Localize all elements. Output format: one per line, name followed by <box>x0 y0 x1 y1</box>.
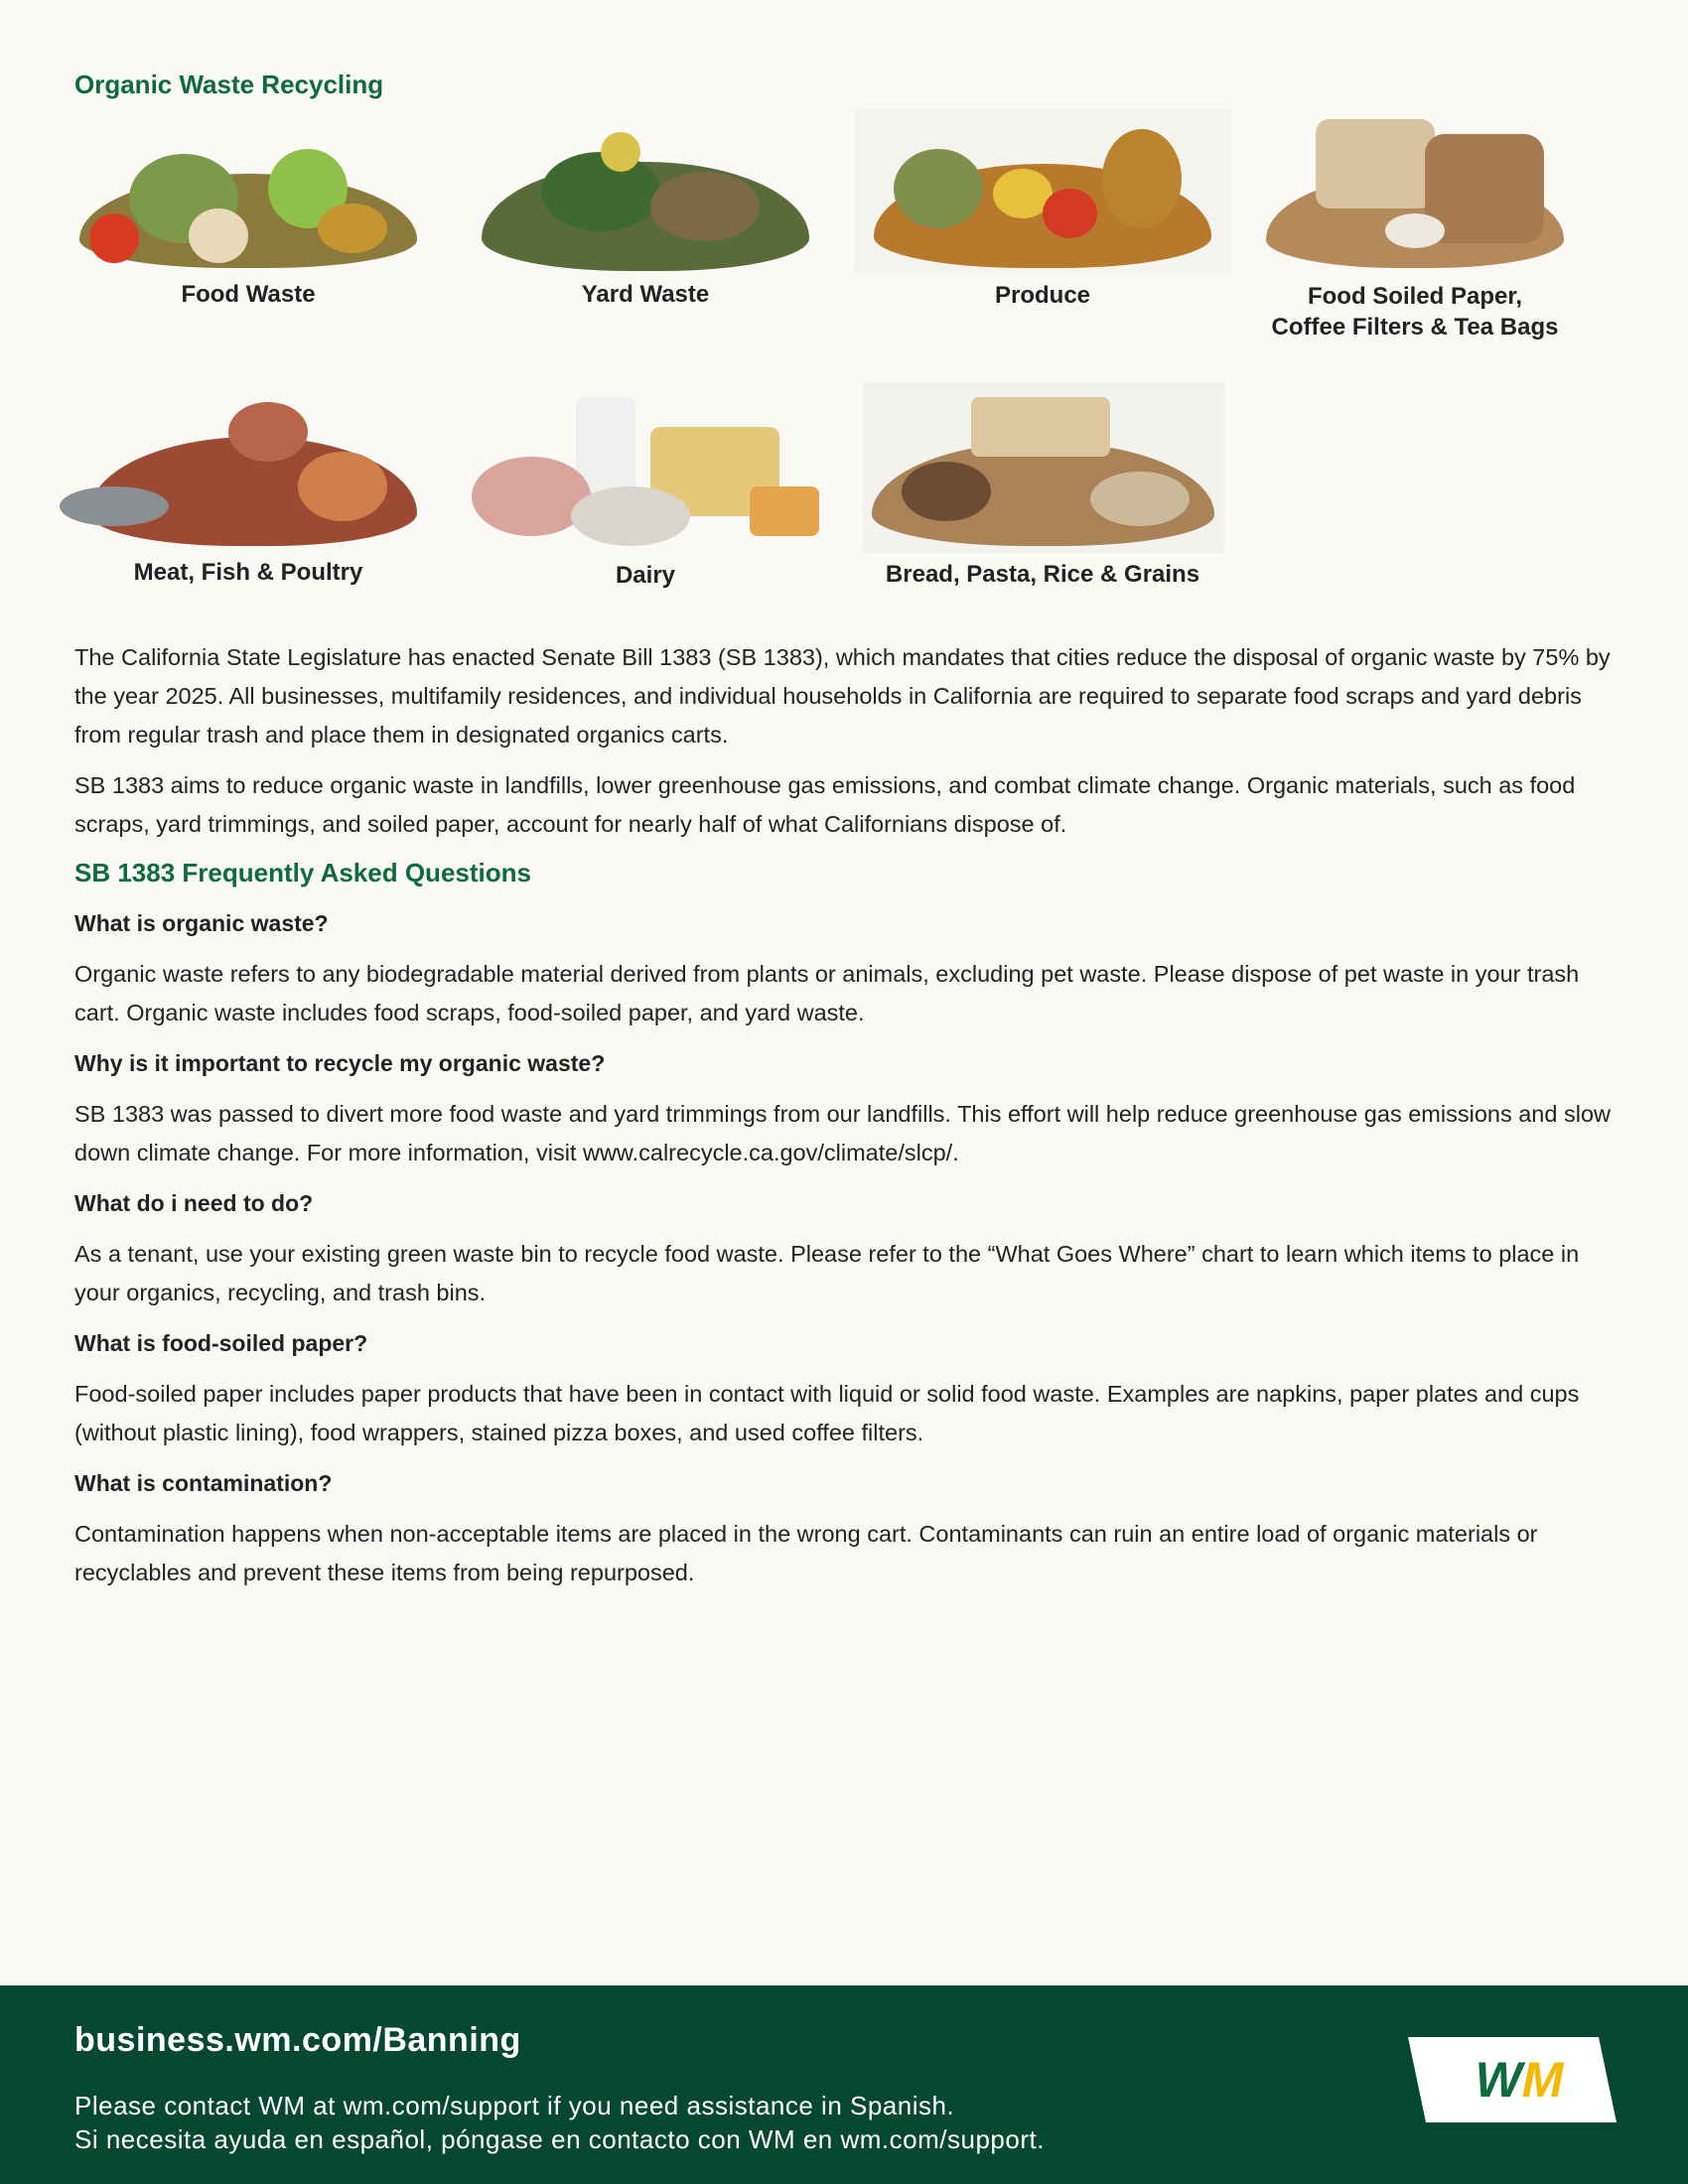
category-produce <box>854 109 1231 311</box>
footer <box>0 1985 1688 2184</box>
category-dairy <box>457 387 834 591</box>
meat-fish-poultry-label: Meat, Fish & Poultry <box>133 559 363 586</box>
faq-answer: Food-soiled paper includes paper products that have been in contact with liquid or solid food waste. Examples are napkins, paper plates and cups (without plastic lining), food wrappers, stained pizza boxes, and used coffee filters. <box>74 1381 1580 1445</box>
yard-waste-image <box>472 122 819 273</box>
faq-answer: Organic waste refers to any biodegradable material derived from plants or animals, excluding pet waste. Please dispose of pet waste in your trash cart. Organic waste includes food scraps, food-soiled paper, and yard waste. <box>74 961 1580 1025</box>
meat-fish-poultry-image <box>60 392 437 551</box>
intro-paragraph-1: The California State Legislature has enacted Senate Bill 1383 (SB 1383), which mandates that cities reduce the disposal of organic waste by 75% by the year 2025. All businesses, multifamily residences, and individual households in California are required to separate food scraps and yard debris from regular trash and place them in designated organics carts. <box>74 644 1611 748</box>
food-waste-image <box>70 134 427 273</box>
intro-paragraph-2: SB 1383 aims to reduce organic waste in landfills, lower greenhouse gas emissions, and combat climate change. Organic materials, such as food scraps, yard trimmings, and soiled paper, account for nearly half of what Californians dispose of. <box>74 772 1576 837</box>
dairy-label: Dairy <box>615 562 676 589</box>
wm-logo <box>1408 2037 1617 2122</box>
faq-section <box>74 854 1623 1592</box>
faq-item <box>74 1464 1623 1592</box>
faq-item <box>74 1184 1623 1312</box>
faq-question: What is food-soiled paper? <box>74 1330 368 1356</box>
faq-title: SB 1383 Frequently Asked Questions <box>74 858 531 887</box>
category-food-soiled-paper <box>1226 104 1604 342</box>
svg-text:WM: WM <box>1475 2052 1564 2108</box>
bread-pasta-rice-grains-image <box>862 382 1224 553</box>
dairy-image <box>462 387 829 554</box>
category-food-waste <box>60 134 437 310</box>
faq-item <box>74 1324 1623 1452</box>
page-title: Organic Waste Recycling <box>74 69 384 99</box>
faq-answer: As a tenant, use your existing green waste bin to recycle food waste. Please refer to the “What Goes Where” chart to learn which items to place in your organics, recycling, and trash bins. <box>74 1241 1580 1305</box>
yard-waste-label: Yard Waste <box>581 281 710 308</box>
category-yard-waste <box>457 122 834 310</box>
produce-image <box>854 109 1231 274</box>
food-soiled-paper-image <box>1256 104 1574 275</box>
faq-question: What is organic waste? <box>74 910 329 936</box>
faq-question: What do i need to do? <box>74 1190 314 1216</box>
faq-answer: Contamination happens when non-acceptable items are placed in the wrong cart. Contaminants can ruin an entire load of organic materials or recyclables and prevent these items from being repurposed. <box>74 1521 1538 1585</box>
faq-question: Why is it important to recycle my organic waste? <box>74 1050 606 1076</box>
faq-question: What is contamination? <box>74 1470 333 1496</box>
category-meat-fish-poultry <box>60 392 437 588</box>
faq-item <box>74 1044 1623 1172</box>
footer-contact-english: Please contact WM at wm.com/support if you need assistance in Spanish. <box>74 2091 955 2120</box>
footer-url-link[interactable]: business.wm.com/Banning <box>74 2021 521 2059</box>
food-waste-label: Food Waste <box>181 281 316 308</box>
produce-label: Produce <box>994 282 1091 309</box>
food-soiled-paper-label <box>1226 281 1604 342</box>
intro-section <box>74 638 1623 844</box>
footer-contact-spanish: Si necesita ayuda en español, póngase en contacto con WM en wm.com/support. <box>74 2124 1045 2154</box>
category-bread-pasta-rice-grains <box>854 382 1231 590</box>
faq-item <box>74 904 1623 1032</box>
food-soiled-paper-label-line2: Coffee Filters & Tea Bags <box>1271 314 1559 341</box>
food-soiled-paper-label-line1: Food Soiled Paper, <box>1307 283 1523 310</box>
bread-pasta-rice-grains-label: Bread, Pasta, Rice & Grains <box>885 561 1200 588</box>
faq-answer: SB 1383 was passed to divert more food waste and yard trimmings from our landfills. This effort will help reduce greenhouse gas emissions and slow down climate change. For more information, visit www.calrecycle.ca.gov/climate/slcp/. <box>74 1101 1611 1165</box>
